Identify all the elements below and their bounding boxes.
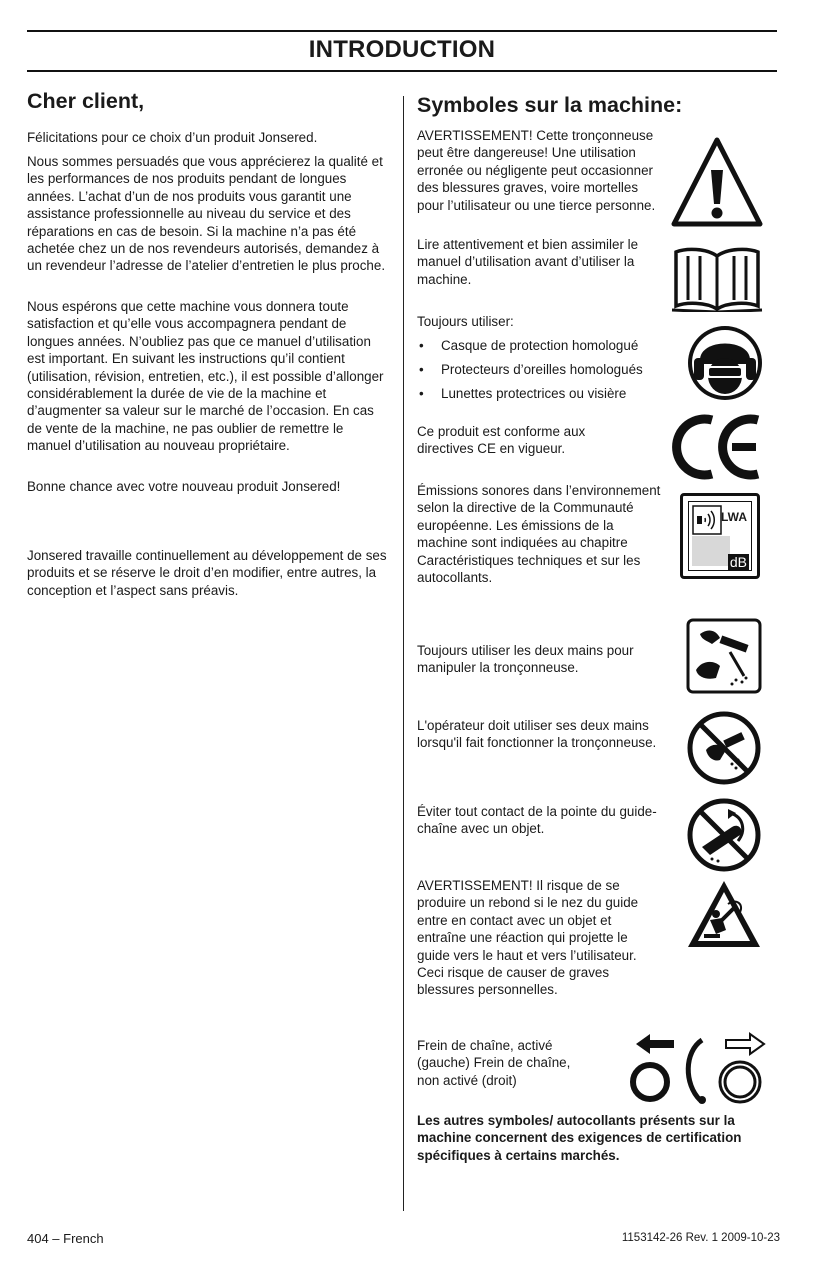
operator-two-hands-text: L'opérateur doit utiliser ses deux mains lorsqu'il fait fonctionner la tronçonneuse. — [417, 718, 657, 751]
book-manual-icon — [670, 246, 764, 312]
ce-text: Ce produit est conforme aux directives CE en vigueur. — [417, 424, 586, 457]
warning-text: AVERTISSEMENT! Cette tronçonneuse peut être dangereuse! Une utilisation erronée ou négligente peut occasionner des blessures graves, voire mortelles pour l’utilisateur ou une tierce personne. — [417, 128, 656, 213]
top-rule — [27, 30, 777, 32]
paragraph-manual: Nous espérons que cette machine vous donnera toute satisfaction et qu’elle vous accompagnera pendant de longues années. N’oubliez pas que ce manuel d’utilisation est important. En suivant les instructions qu’il contient (utilisation, révision, entretien, etc.), il est possible d’allonger considérablement la durée de vie de la machine et d’augmenter sa valeur sur le marché de l’occasion. En cas de vente de la machine, ne pas oublier de remettre le manuel d’utilisation au nouveau propriétaire. — [27, 299, 384, 454]
paragraph-development: Jonsered travaille continuellement au développement de ses produits et se réserve le droit d’en modifier, entre autres, la conception et l’aspect sans préavis. — [27, 548, 387, 598]
kickback-warning-icon — [686, 878, 762, 950]
other-symbols-text: Les autres symboles/ autocollants présents sur la machine concernent des exigences de certification spécifiques à certains marchés. — [417, 1113, 742, 1163]
no-one-hand-icon — [686, 710, 762, 786]
bullet-dot: • — [419, 386, 424, 401]
paragraph-congrats: Félicitations pour ce choix d’un produit Jonsered. — [27, 130, 318, 145]
bullet-dot: • — [419, 338, 424, 353]
column-divider — [403, 96, 404, 1211]
page-number: 404 – French — [27, 1231, 104, 1246]
db-label: dB — [729, 554, 747, 570]
sound-speaker-icon — [692, 505, 722, 535]
noise-label-icon — [680, 493, 760, 579]
page-title: INTRODUCTION — [308, 36, 496, 63]
bullet-text: Lunettes protectrices ou visière — [441, 386, 627, 401]
greeting-heading: Cher client, — [27, 89, 145, 113]
read-manual-text: Lire attentivement et bien assimiler le manuel d’utilisation avant d’utiliser la machine. — [417, 237, 639, 287]
warning-triangle-icon — [670, 136, 764, 228]
chain-brake-text: Frein de chaîne, activé (gauche) Frein de chaîne, non activé (droit) — [417, 1038, 571, 1088]
always-use-label: Toujours utiliser: — [417, 314, 514, 329]
bullet-text: Casque de protection homologué — [441, 338, 639, 353]
ce-mark-icon — [672, 412, 764, 482]
noise-text: Émissions sonores dans l’environnement selon la directive de la Communauté européenne. Les émissions de la machine sont indiquées au chapitre Caractéristiques techniques et sur les autocollants. — [417, 483, 661, 586]
no-tip-contact-icon — [686, 797, 762, 873]
header-bottom-rule — [27, 70, 777, 72]
kickback-warning-text: AVERTISSEMENT! Il risque de se produire un rebond si le nez du guide entre en contact avec un objet et entraîne une réaction qui projette le guide vers le haut et vers l’utilisateur. Ceci risque de causer de graves blessures personnelles. — [417, 878, 639, 998]
document-reference: 1153142-26 Rev. 1 2009-10-23 — [621, 1232, 780, 1244]
paragraph-good-luck: Bonne chance avec votre nouveau produit Jonsered! — [27, 479, 341, 494]
paragraph-quality: Nous sommes persuadés que vous apprécierez la qualité et les performances de nos produits pendant de longues années. L’achat d’un de nos produits vous garantit une assistance professionnelle au niveau du service et des réparations en cas de besoin. Si la machine n’a pas été achetée chez un de nos revendeurs autorisés, demandez à un revendeur l’adresse de l’atelier d’entretien le plus proche. — [27, 154, 386, 274]
lwa-label: LWA — [721, 510, 747, 524]
symbols-heading: Symboles sur la machine: — [417, 93, 683, 117]
two-hands-text: Toujours utiliser les deux mains pour manipuler la tronçonneuse. — [417, 643, 634, 676]
noise-label-inner — [688, 501, 752, 571]
two-hands-chainsaw-icon — [686, 618, 762, 694]
bullet-dot: • — [419, 362, 424, 377]
noise-value-box — [692, 536, 730, 566]
bullet-text: Protecteurs d’oreilles homologués — [441, 362, 643, 377]
protective-gear-icon — [686, 324, 764, 402]
chain-brake-icon — [628, 1030, 774, 1106]
avoid-tip-text: Éviter tout contact de la pointe du guide-chaîne avec un objet. — [417, 804, 657, 837]
